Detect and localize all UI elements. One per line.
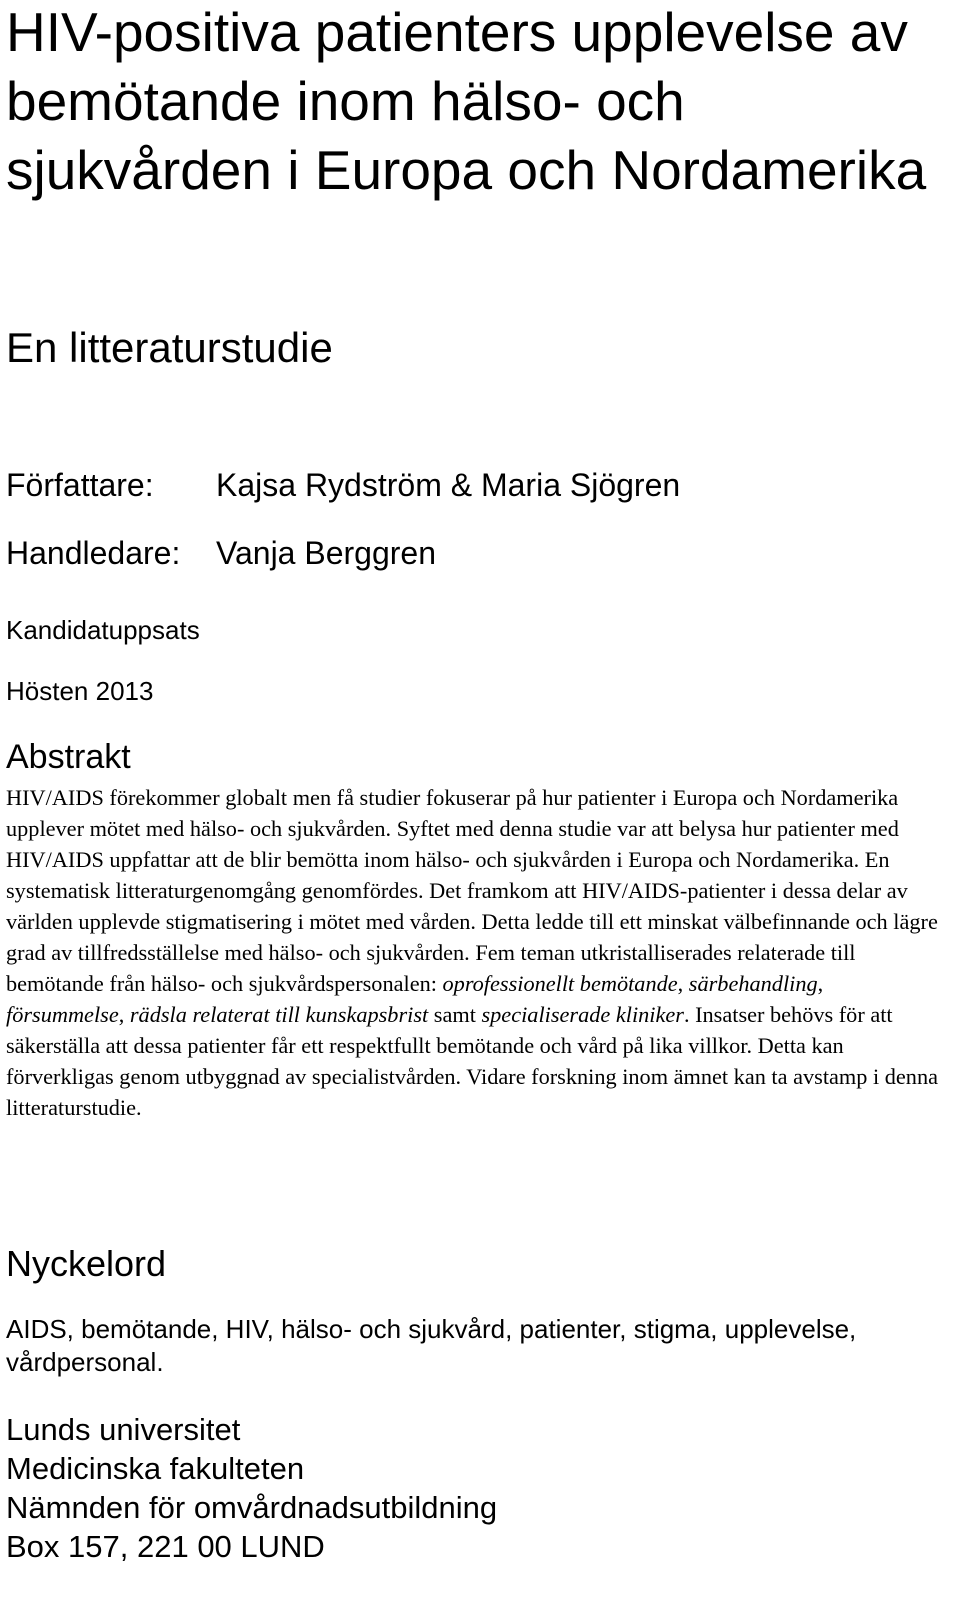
faculty-name: Medicinska fakulteten — [6, 1451, 305, 1486]
authors-label: Författare: — [6, 467, 154, 503]
semester: Hösten 2013 — [6, 676, 154, 706]
authors-names: Kajsa Rydström & Maria Sjögren — [216, 467, 681, 503]
postal-address: Box 157, 221 00 LUND — [6, 1529, 325, 1564]
abstract-separator: , — [677, 971, 689, 996]
institution-address-block — [6, 1410, 497, 1566]
supervisor-label: Handledare: — [6, 535, 181, 571]
abstract-separator: , — [817, 971, 824, 996]
abstract-body — [6, 782, 941, 1123]
abstract-theme-5: specialiserade kliniker — [481, 1002, 684, 1027]
document-subtitle: En litteraturstudie — [6, 324, 333, 371]
abstract-heading: Abstrakt — [6, 738, 131, 776]
supervisor-row — [6, 533, 936, 573]
document-title: HIV-positiva patienters upplevelse av bemötande inom hälso- och sjukvården i Europa och Nordamerika — [6, 1, 927, 201]
abstract-theme-1: oprofessionellt bemötande — [442, 971, 678, 996]
board-name: Nämnden för omvårdnadsutbildning — [6, 1490, 498, 1525]
keywords-heading: Nyckelord — [6, 1243, 167, 1284]
authors-row — [6, 465, 936, 505]
university-name: Lunds universitet — [6, 1412, 241, 1447]
abstract-theme-4: rädsla relaterat till kunskapsbrist — [129, 1002, 429, 1027]
abstract-separator: samt — [428, 1002, 482, 1027]
keywords-list: AIDS, bemötande, HIV, hälso- och sjukvård, patienter, stigma, upplevelse, vårdpersonal. — [6, 1314, 857, 1377]
abstract-theme-3: försummelse — [6, 1002, 119, 1027]
abstract-separator: , — [118, 1002, 130, 1027]
supervisor-name: Vanja Berggren — [216, 535, 436, 571]
abstract-text-part1: HIV/AIDS förekommer globalt men få studier fokuserar på hur patienter i Europa och Nordamerika upplever mötet med hälso- och sjukvården. Syftet med denna studie var att belysa hur patienter med HIV/AIDS uppfattar att de blir bemötta inom hälso- och sjukvården i Europa och Nordamerika. En systematisk litteraturgenomgång genomfördes. Det framkom att HIV/AIDS-patienter i dessa delar av världen upplevde stigmatisering i mötet med vården. Detta ledde till ett minskat välbefinnande och lägre grad av tillfredsställelse med hälso- och sjukvården. Fem teman utkristalliserades relaterade till bemötande från hälso- och sjukvårdspersonalen: — [6, 785, 938, 996]
abstract-theme-2: särbehandling — [688, 971, 818, 996]
abstract-text-part2: . Insatser behövs för att säkerställa att dessa patienter får ett respektfullt bemötande och vård på lika villkor. Detta kan förverkligas genom utbyggnad av specialistvården. Vidare forskning inom ämnet kan ta avstamp i denna litteraturstudie. — [6, 1002, 938, 1120]
thesis-type: Kandidatuppsats — [6, 615, 200, 645]
